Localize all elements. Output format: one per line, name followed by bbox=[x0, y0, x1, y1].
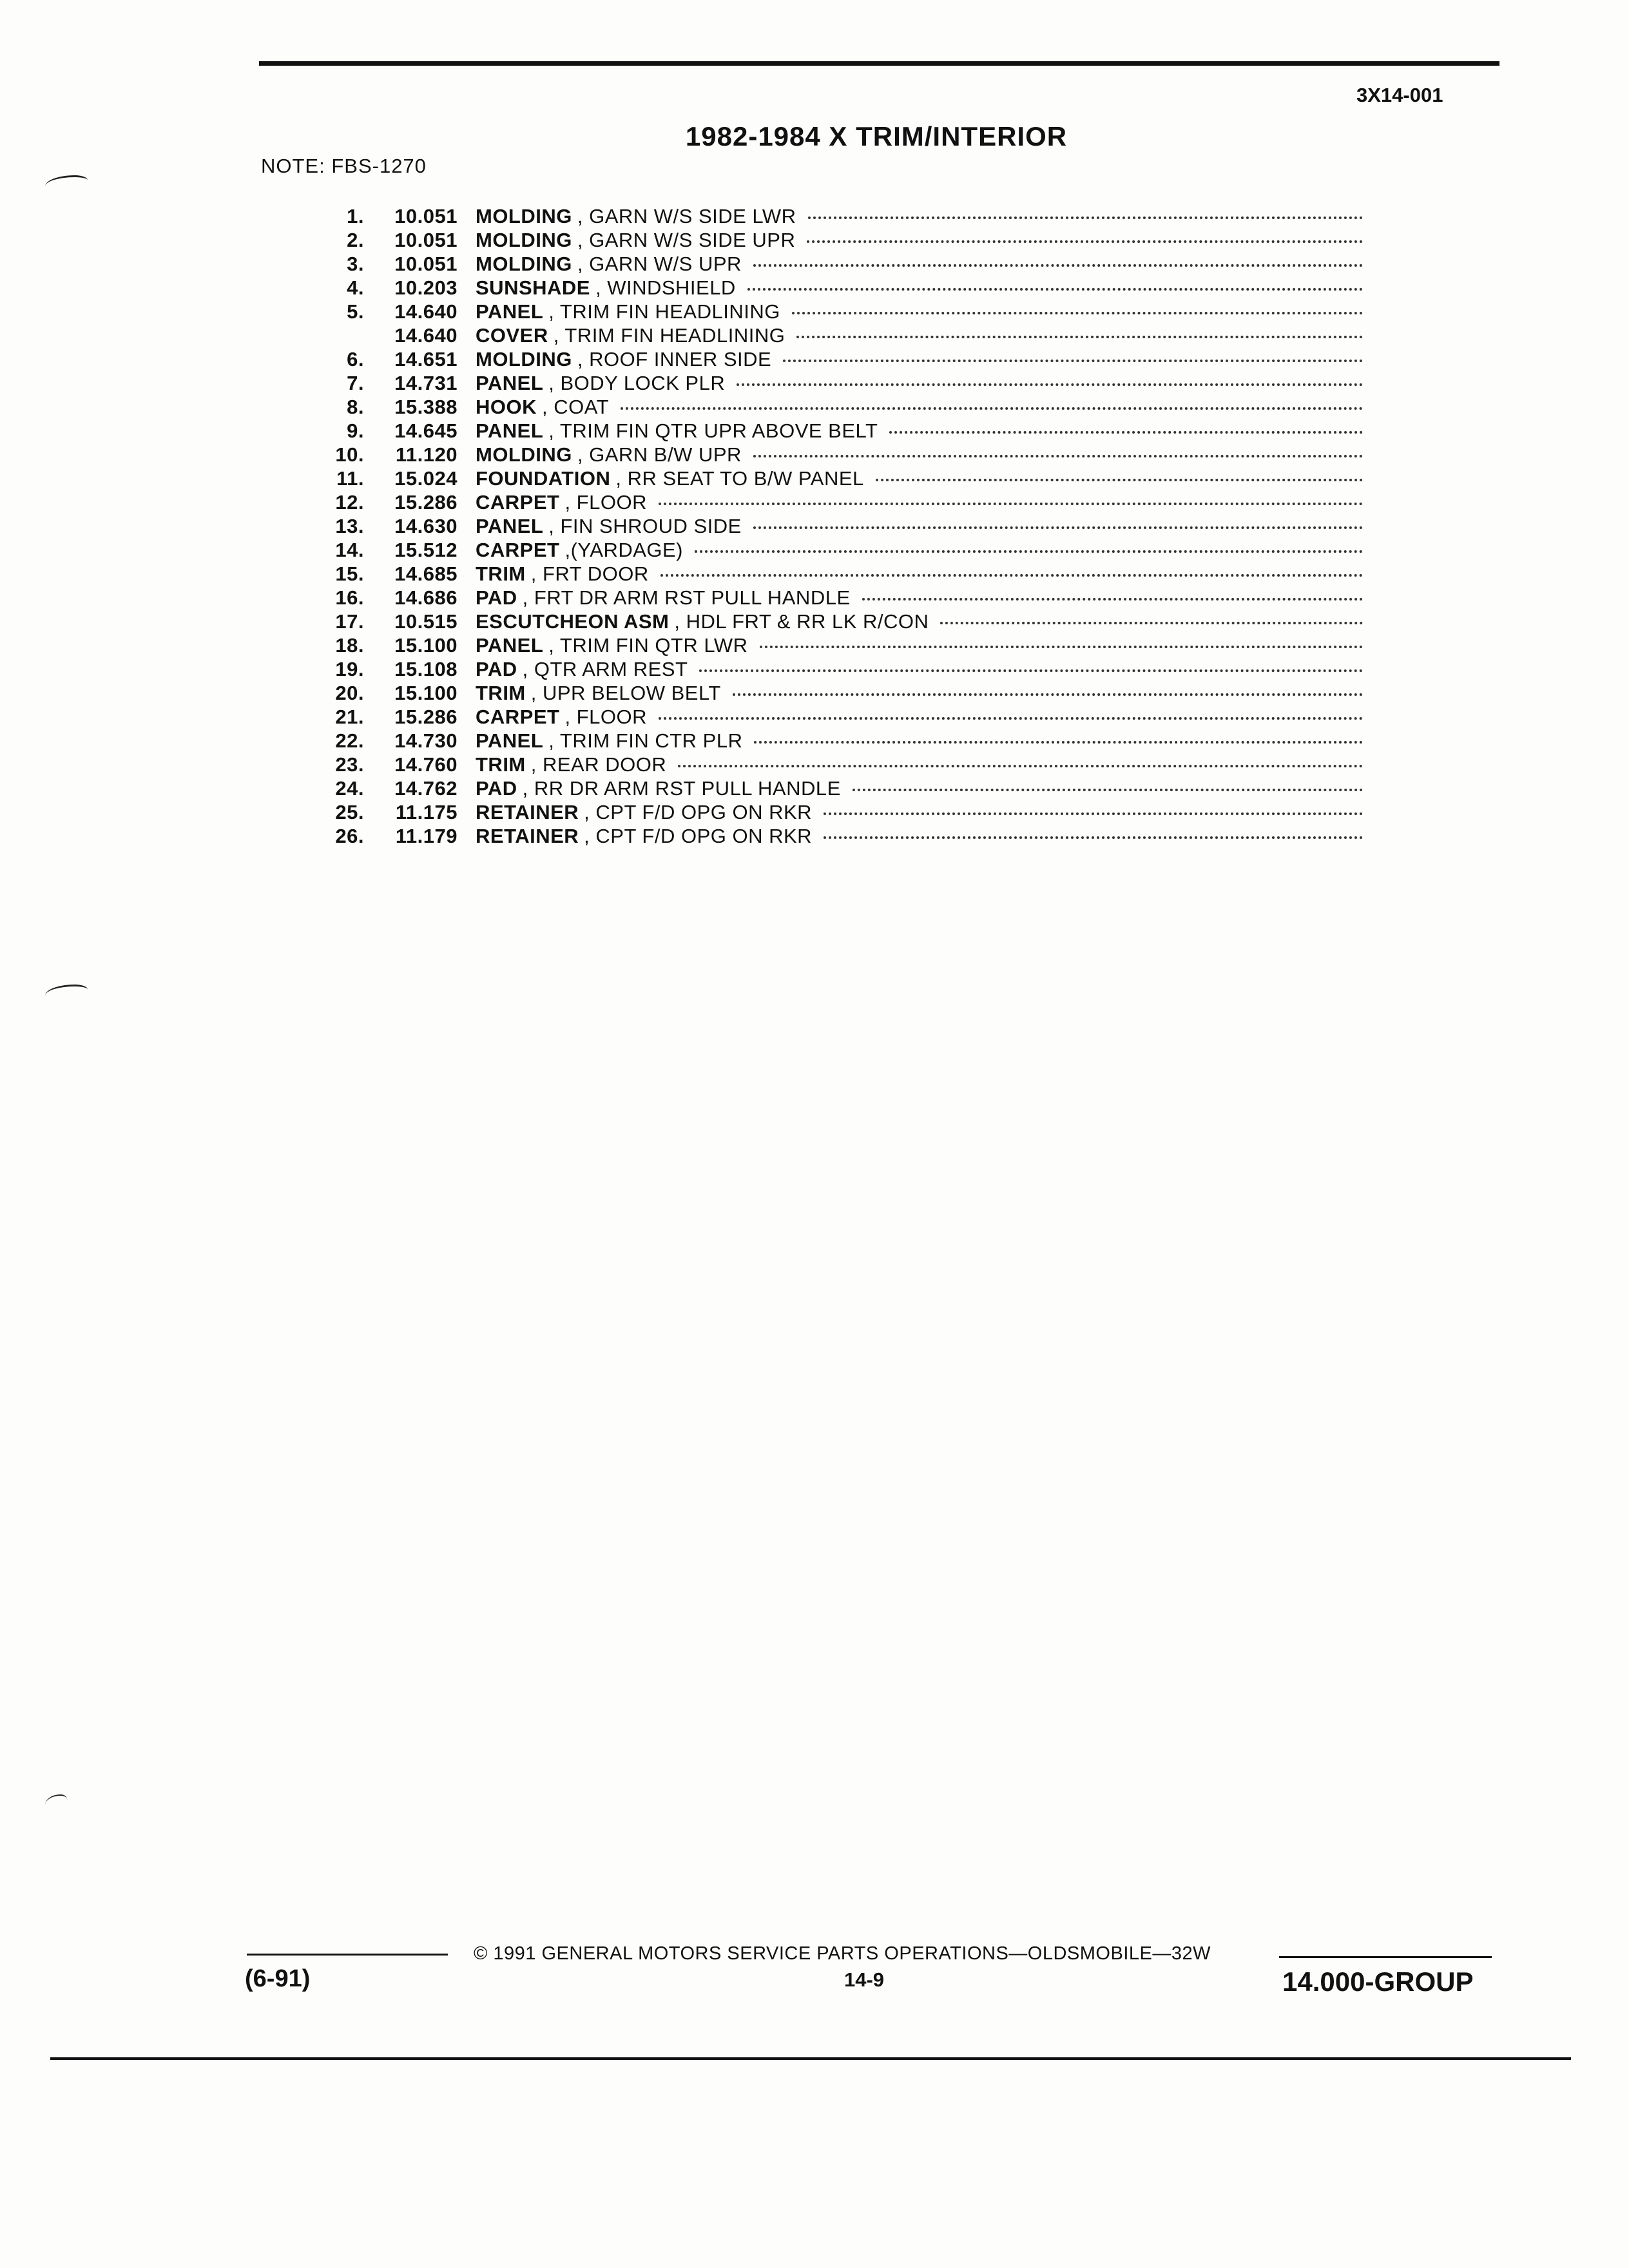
part-description: , TRIM FIN HEADLINING bbox=[553, 324, 786, 347]
part-code: 14.762 bbox=[394, 777, 458, 800]
part-number: 19. bbox=[335, 658, 364, 680]
part-name: COVER bbox=[476, 324, 548, 347]
dot-leader bbox=[659, 717, 1363, 720]
dot-leader bbox=[733, 693, 1363, 696]
part-code: 11.179 bbox=[395, 825, 458, 847]
part-code: 15.108 bbox=[394, 658, 458, 680]
dot-leader bbox=[853, 789, 1363, 791]
part-name: RETAINER bbox=[476, 801, 579, 823]
dot-leader bbox=[792, 312, 1363, 314]
part-number: 11. bbox=[336, 467, 364, 490]
part-description: , TRIM FIN CTR PLR bbox=[548, 729, 743, 752]
part-number: 12. bbox=[335, 491, 364, 514]
part-description: , TRIM FIN QTR LWR bbox=[548, 634, 748, 657]
part-description: , GARN B/W UPR bbox=[577, 443, 742, 466]
part-description: , FIN SHROUD SIDE bbox=[548, 515, 742, 537]
part-name: PANEL bbox=[476, 634, 544, 657]
part-name: CARPET bbox=[476, 706, 560, 728]
part-row bbox=[306, 706, 1363, 729]
part-name: SUNSHADE bbox=[476, 276, 590, 299]
part-description: , TRIM FIN QTR UPR ABOVE BELT bbox=[548, 419, 878, 442]
part-name: PANEL bbox=[476, 515, 544, 537]
part-description: , RR DR ARM RST PULL HANDLE bbox=[522, 777, 841, 800]
part-description: , TRIM FIN HEADLINING bbox=[548, 300, 780, 323]
note: NOTE: FBS-1270 bbox=[261, 155, 427, 177]
part-row bbox=[306, 682, 1363, 706]
part-row bbox=[306, 515, 1363, 539]
part-code: 10.051 bbox=[394, 253, 458, 275]
margin-mark bbox=[45, 1794, 67, 1810]
part-code: 14.686 bbox=[394, 586, 458, 609]
part-description: , FLOOR bbox=[564, 491, 647, 514]
part-number: 6. bbox=[347, 348, 364, 370]
part-code: 14.685 bbox=[394, 562, 458, 585]
part-code: 10.051 bbox=[394, 229, 458, 251]
part-code: 15.024 bbox=[394, 467, 458, 490]
page-code: 3X14-001 bbox=[1356, 84, 1443, 106]
part-number: 8. bbox=[347, 396, 364, 418]
part-row bbox=[306, 634, 1363, 658]
part-number: 20. bbox=[335, 682, 364, 704]
part-row bbox=[306, 396, 1363, 419]
dot-leader bbox=[824, 812, 1363, 815]
part-row bbox=[306, 443, 1363, 467]
part-row bbox=[306, 610, 1363, 634]
part-name: MOLDING bbox=[476, 443, 572, 466]
part-description: , WINDSHIELD bbox=[595, 276, 736, 299]
part-name: TRIM bbox=[476, 753, 526, 776]
part-number: 17. bbox=[335, 610, 364, 633]
bottom-rule bbox=[50, 2057, 1571, 2060]
part-number: 22. bbox=[335, 729, 364, 752]
dot-leader bbox=[753, 526, 1363, 529]
dot-leader bbox=[754, 741, 1363, 744]
part-description: , RR SEAT TO B/W PANEL bbox=[615, 467, 864, 490]
part-number: 14. bbox=[335, 539, 364, 561]
part-code: 14.760 bbox=[394, 753, 458, 776]
part-description: , FRT DR ARM RST PULL HANDLE bbox=[522, 586, 851, 609]
part-row bbox=[306, 777, 1363, 801]
part-row bbox=[306, 801, 1363, 825]
part-description: , CPT F/D OPG ON RKR bbox=[584, 801, 813, 823]
part-row bbox=[306, 467, 1363, 491]
part-code: 14.731 bbox=[394, 372, 458, 394]
part-code: 14.645 bbox=[394, 419, 458, 442]
footer-rule-left bbox=[247, 1954, 448, 1956]
part-code: 15.286 bbox=[394, 706, 458, 728]
part-description: , ROOF INNER SIDE bbox=[577, 348, 772, 370]
part-number: 4. bbox=[347, 276, 364, 299]
dot-leader bbox=[678, 765, 1363, 767]
part-code: 11.175 bbox=[395, 801, 458, 823]
part-number: 15. bbox=[335, 562, 364, 585]
part-number: 26. bbox=[335, 825, 364, 847]
part-description: , REAR DOOR bbox=[530, 753, 667, 776]
part-code: 15.388 bbox=[394, 396, 458, 418]
part-name: PANEL bbox=[476, 729, 544, 752]
part-code: 15.100 bbox=[394, 682, 458, 704]
dot-leader bbox=[760, 646, 1364, 648]
page-number: 14-9 bbox=[844, 1968, 885, 1991]
part-name: PANEL bbox=[476, 419, 544, 442]
part-number: 1. bbox=[347, 205, 364, 227]
part-description: , HDL FRT & RR LK R/CON bbox=[674, 610, 929, 633]
part-name: MOLDING bbox=[476, 205, 572, 227]
part-name: PANEL bbox=[476, 372, 544, 394]
part-number: 23. bbox=[335, 753, 364, 776]
part-row bbox=[306, 324, 1363, 348]
part-name: HOOK bbox=[476, 396, 537, 418]
part-code: 14.651 bbox=[394, 348, 458, 370]
part-row bbox=[306, 753, 1363, 777]
part-number: 24. bbox=[335, 777, 364, 800]
dot-leader bbox=[796, 336, 1363, 338]
part-number: 25. bbox=[335, 801, 364, 823]
part-description: , UPR BELOW BELT bbox=[530, 682, 721, 704]
dot-leader bbox=[808, 216, 1364, 219]
revision-date: (6-91) bbox=[245, 1965, 311, 1992]
part-code: 14.630 bbox=[394, 515, 458, 537]
part-name: TRIM bbox=[476, 562, 526, 585]
footer-rule-right bbox=[1279, 1956, 1492, 1958]
part-code: 10.203 bbox=[394, 276, 458, 299]
dot-leader bbox=[660, 574, 1363, 577]
part-code: 15.100 bbox=[394, 634, 458, 657]
header-rule bbox=[259, 61, 1499, 66]
group-label: 14.000-GROUP bbox=[1282, 1966, 1474, 1997]
part-name: PAD bbox=[476, 777, 517, 800]
part-row bbox=[306, 229, 1363, 253]
dot-leader bbox=[699, 669, 1363, 672]
part-number: 7. bbox=[347, 372, 364, 394]
margin-mark bbox=[45, 175, 88, 191]
dot-leader bbox=[753, 264, 1363, 267]
part-description: , FLOOR bbox=[564, 706, 647, 728]
part-code: 14.730 bbox=[394, 729, 458, 752]
part-code: 10.051 bbox=[394, 205, 458, 227]
dot-leader bbox=[659, 503, 1363, 505]
dot-leader bbox=[737, 383, 1363, 386]
dot-leader bbox=[876, 479, 1363, 481]
part-row bbox=[306, 419, 1363, 443]
part-name: PANEL bbox=[476, 300, 544, 323]
part-row bbox=[306, 253, 1363, 276]
part-code: 14.640 bbox=[394, 324, 458, 347]
part-description: , COAT bbox=[542, 396, 610, 418]
part-row bbox=[306, 825, 1363, 849]
part-description: , FRT DOOR bbox=[530, 562, 649, 585]
part-code: 15.512 bbox=[394, 539, 458, 561]
part-row bbox=[306, 539, 1363, 562]
part-name: PAD bbox=[476, 658, 517, 680]
part-number: 16. bbox=[335, 586, 364, 609]
part-code: 11.120 bbox=[395, 443, 458, 466]
dot-leader bbox=[753, 455, 1363, 457]
part-row bbox=[306, 348, 1363, 372]
part-name: TRIM bbox=[476, 682, 526, 704]
dot-leader bbox=[889, 431, 1363, 434]
part-name: CARPET bbox=[476, 491, 560, 514]
part-number: 13. bbox=[335, 515, 364, 537]
dot-leader bbox=[862, 598, 1363, 601]
part-description: , CPT F/D OPG ON RKR bbox=[584, 825, 813, 847]
part-row bbox=[306, 658, 1363, 682]
part-description: , GARN W/S SIDE LWR bbox=[577, 205, 796, 227]
part-description: ,(YARDAGE) bbox=[564, 539, 684, 561]
part-name: ESCUTCHEON ASM bbox=[476, 610, 670, 633]
part-row bbox=[306, 586, 1363, 610]
part-code: 15.286 bbox=[394, 491, 458, 514]
part-number: 21. bbox=[335, 706, 364, 728]
part-row bbox=[306, 729, 1363, 753]
dot-leader bbox=[824, 836, 1363, 839]
part-row bbox=[306, 491, 1363, 515]
part-number: 5. bbox=[347, 300, 364, 323]
page-title: 1982-1984 X TRIM/INTERIOR bbox=[685, 121, 1068, 151]
dot-leader bbox=[695, 550, 1363, 553]
copyright-notice: © 1991 GENERAL MOTORS SERVICE PARTS OPERATIONS—OLDSMOBILE—32W bbox=[474, 1943, 1211, 1964]
part-row bbox=[306, 562, 1363, 586]
part-description: , GARN W/S UPR bbox=[577, 253, 742, 275]
dot-leader bbox=[747, 288, 1363, 291]
part-row bbox=[306, 205, 1363, 229]
dot-leader bbox=[807, 240, 1363, 243]
part-number: 2. bbox=[347, 229, 364, 251]
part-name: PAD bbox=[476, 586, 517, 609]
dot-leader bbox=[783, 360, 1363, 362]
part-number: 3. bbox=[347, 253, 364, 275]
margin-mark bbox=[45, 985, 88, 1001]
part-description: , QTR ARM REST bbox=[522, 658, 688, 680]
parts-list bbox=[306, 205, 1363, 849]
part-number: 18. bbox=[335, 634, 364, 657]
part-name: MOLDING bbox=[476, 348, 572, 370]
part-number: 9. bbox=[347, 419, 364, 442]
part-name: MOLDING bbox=[476, 253, 572, 275]
part-description: , BODY LOCK PLR bbox=[548, 372, 726, 394]
part-name: CARPET bbox=[476, 539, 560, 561]
part-description: , GARN W/S SIDE UPR bbox=[577, 229, 796, 251]
part-name: RETAINER bbox=[476, 825, 579, 847]
part-number: 10. bbox=[335, 443, 364, 466]
part-row bbox=[306, 300, 1363, 324]
dot-leader bbox=[940, 622, 1363, 624]
part-name: FOUNDATION bbox=[476, 467, 611, 490]
part-row bbox=[306, 372, 1363, 396]
part-row bbox=[306, 276, 1363, 300]
part-code: 10.515 bbox=[394, 610, 458, 633]
part-code: 14.640 bbox=[394, 300, 458, 323]
part-name: MOLDING bbox=[476, 229, 572, 251]
dot-leader bbox=[621, 407, 1363, 410]
